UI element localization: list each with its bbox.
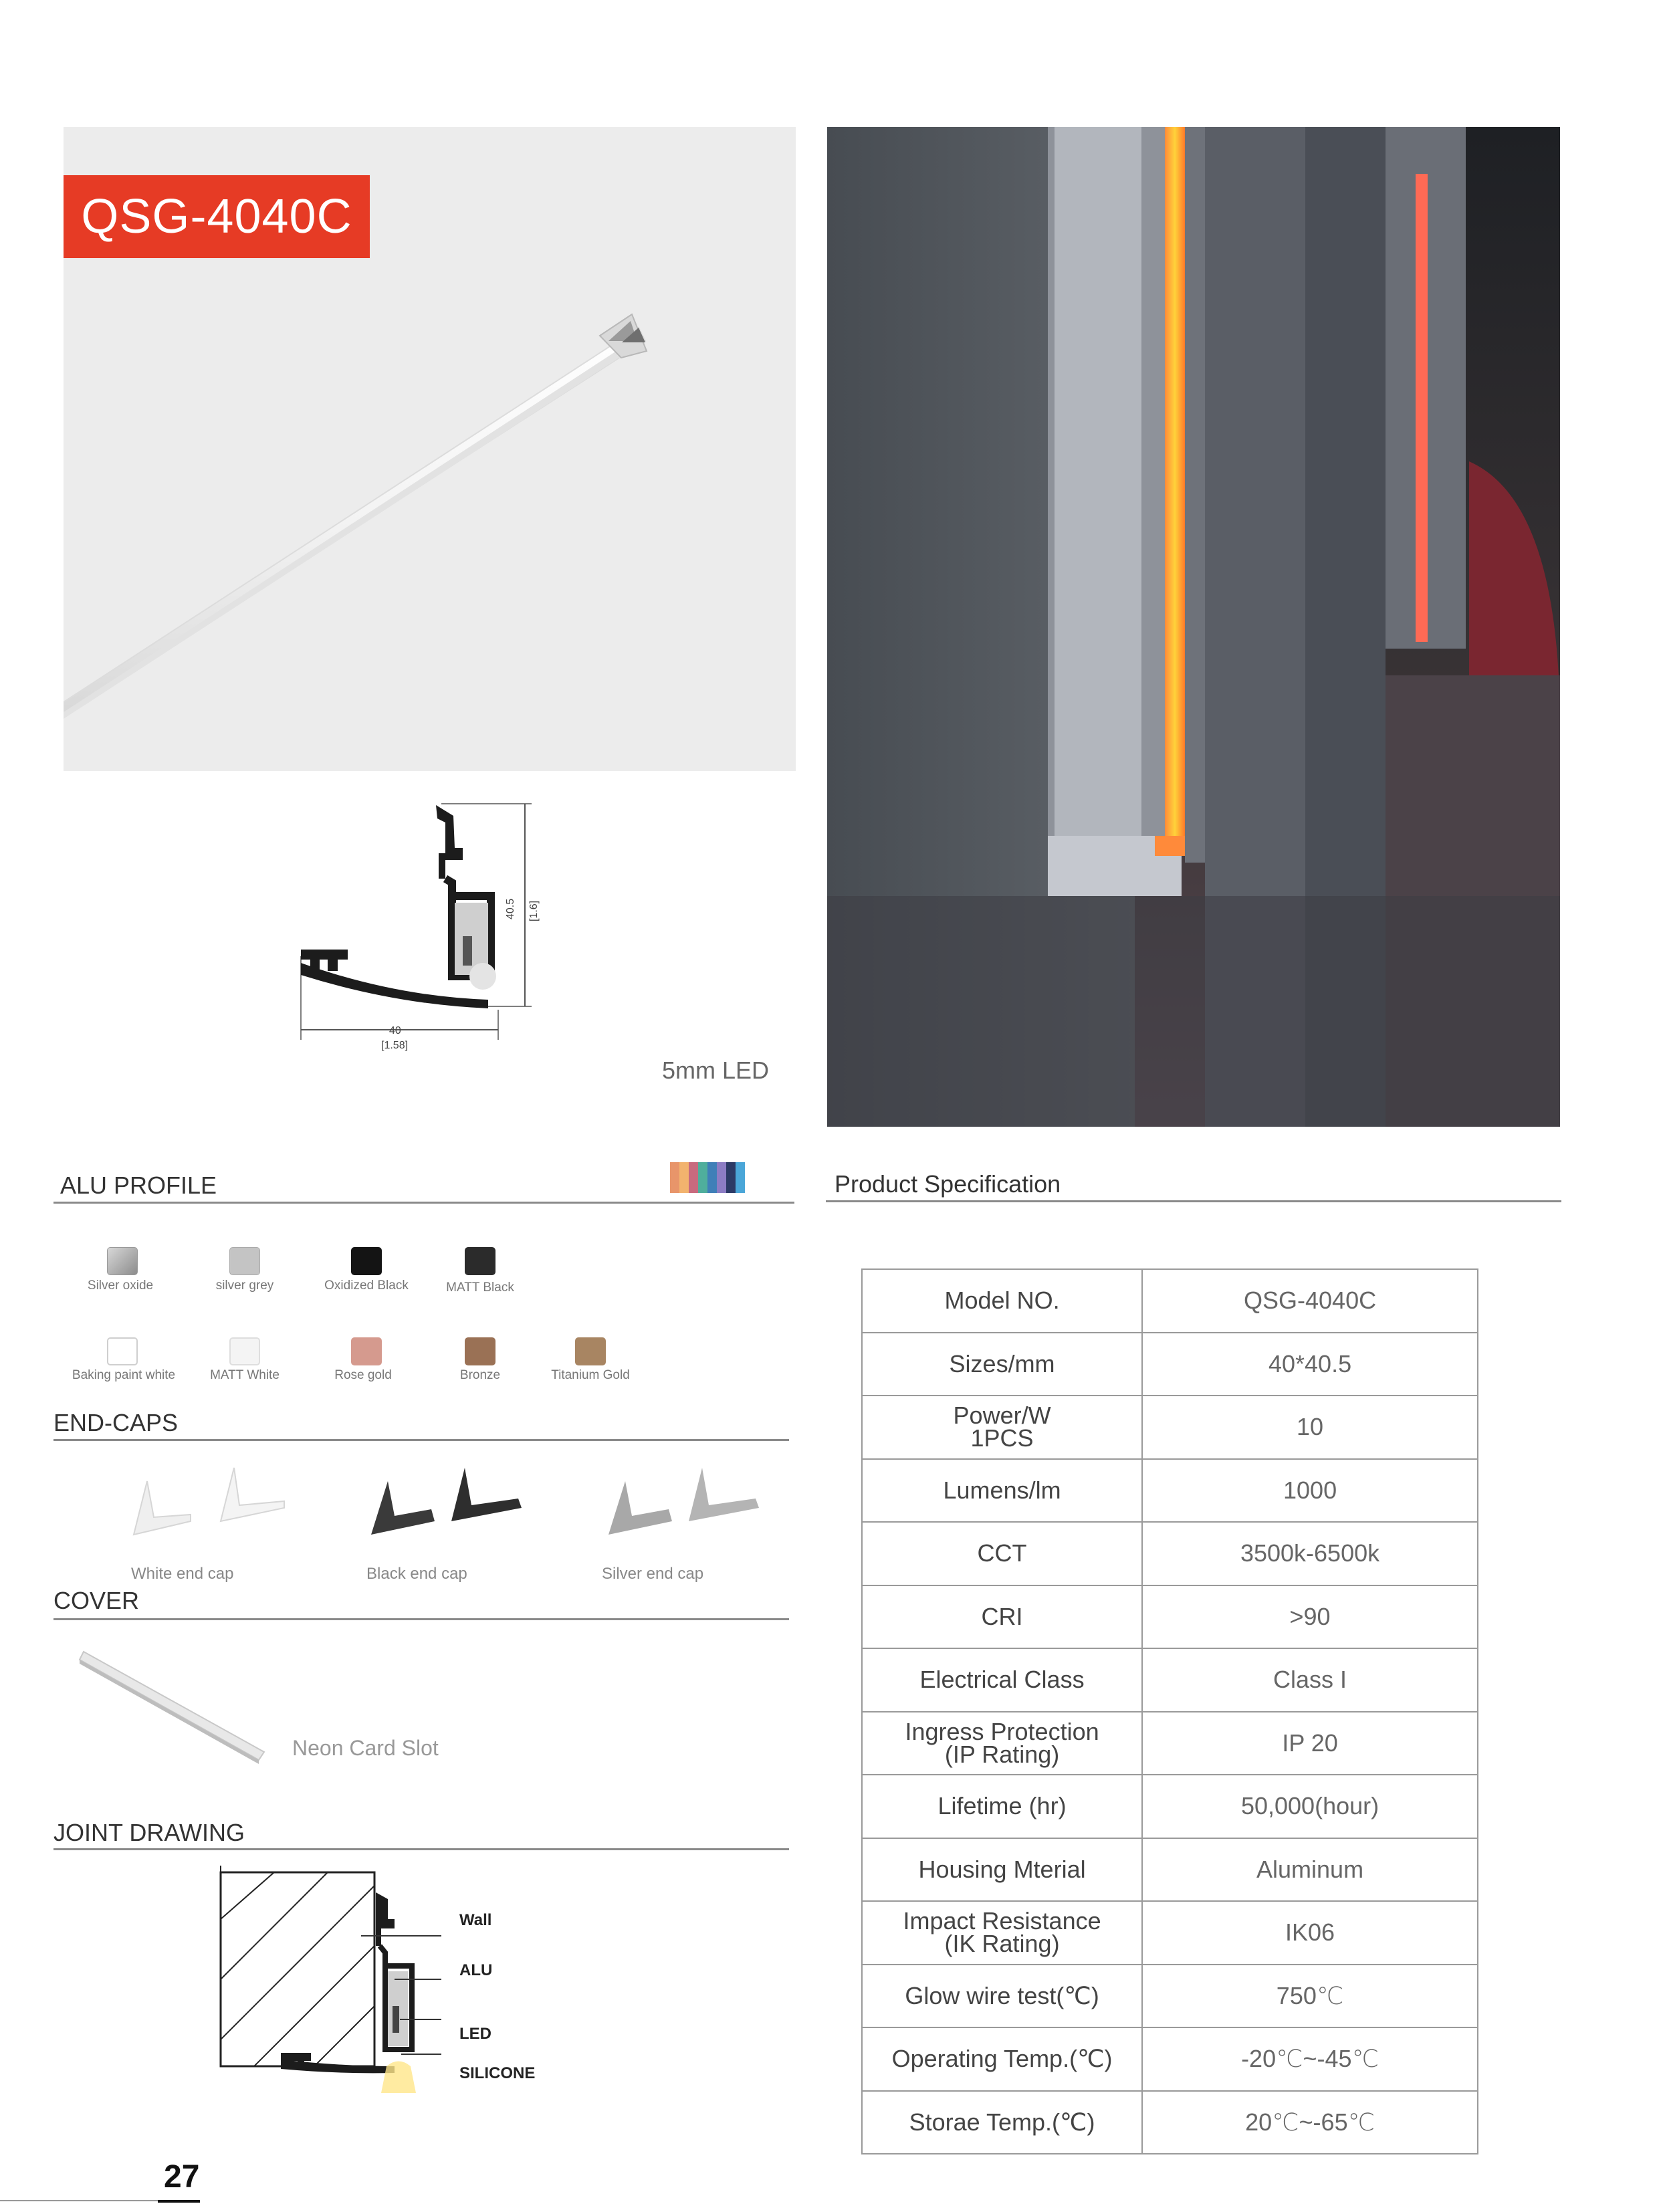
spec-row <box>862 1712 1478 1775</box>
led-size-note: 5mm LED <box>662 1057 770 1084</box>
divider <box>53 1848 789 1850</box>
swatch-bronze <box>465 1337 495 1365</box>
spec-value: Aluminum <box>1142 1838 1478 1902</box>
height-dimension-in: [1.6] <box>528 900 540 921</box>
cover-label: Neon Card Slot <box>292 1736 439 1760</box>
spec-row <box>862 1269 1478 1333</box>
spec-table <box>861 1268 1478 2154</box>
page-number-underline <box>158 2200 200 2203</box>
swatch-label: silver grey <box>215 1279 274 1293</box>
black-end-cap-label: Black end cap <box>366 1565 467 1583</box>
divider <box>53 1618 789 1620</box>
swatch-matt-white <box>229 1337 260 1365</box>
spec-key: Operating Temp.(℃) <box>862 2027 1142 2091</box>
spec-key: Model NO. <box>862 1269 1142 1333</box>
profile-rod-illustration <box>64 127 796 771</box>
spec-key: Electrical Class <box>862 1648 1142 1712</box>
joint-drawing-title: JOINT DRAWING <box>53 1819 245 1846</box>
spec-row <box>862 1459 1478 1523</box>
spec-value: >90 <box>1142 1585 1478 1649</box>
swatch-color <box>229 1247 260 1275</box>
installation-photo <box>827 127 1560 1127</box>
spec-row <box>862 1333 1478 1396</box>
spec-value: 10 <box>1142 1396 1478 1459</box>
silver-end-cap-label: Silver end cap <box>602 1565 704 1583</box>
spec-value: 750℃ <box>1142 1965 1478 2028</box>
cover-title: COVER <box>53 1587 140 1614</box>
spec-row <box>862 2027 1478 2091</box>
spec-value: 20℃~-65℃ <box>1142 2091 1478 2154</box>
spec-key: Storae Temp.(℃) <box>862 2091 1142 2154</box>
divider <box>53 1202 794 1204</box>
spec-key: Glow wire test(℃) <box>862 1965 1142 2028</box>
palette-chip <box>698 1162 707 1193</box>
joint-label-silicone: SILICONE <box>459 2064 536 2082</box>
swatch-color <box>351 1247 382 1275</box>
spec-value: IP 20 <box>1142 1712 1478 1775</box>
swatch-matt-black <box>465 1247 495 1275</box>
spec-row <box>862 1838 1478 1902</box>
spec-row <box>862 1901 1478 1965</box>
joint-label-led: LED <box>459 2025 491 2043</box>
installation-scene <box>827 127 1560 1127</box>
swatch-label: Oxidized Black <box>324 1279 409 1293</box>
swatch-color <box>465 1337 495 1365</box>
palette-chip <box>670 1162 679 1193</box>
swatch-oxidized-black <box>351 1247 382 1275</box>
cover-strip-image <box>77 1645 271 1765</box>
spec-key: Ingress Protection (IP Rating) <box>862 1712 1142 1775</box>
width-dimension-in: [1.58] <box>381 1040 409 1051</box>
swatch-silver-grey <box>229 1247 260 1275</box>
spec-value: 3500k-6500k <box>1142 1522 1478 1585</box>
spec-key: Lifetime (hr) <box>862 1775 1142 1838</box>
swatch-titanium-gold <box>575 1337 606 1365</box>
palette-chip <box>689 1162 698 1193</box>
swatch-label: Silver oxide <box>87 1279 154 1293</box>
page-number: 27 <box>164 2159 200 2195</box>
spec-value: QSG-4040C <box>1142 1269 1478 1333</box>
swatch-color <box>465 1247 495 1275</box>
spec-value: 40*40.5 <box>1142 1333 1478 1396</box>
spec-key: Housing Mterial <box>862 1838 1142 1902</box>
palette-chip <box>717 1162 726 1193</box>
black-end-cap-image <box>364 1461 532 1541</box>
spec-row <box>862 1775 1478 1838</box>
model-badge: QSG-4040C <box>64 175 370 258</box>
spec-key: Sizes/mm <box>862 1333 1142 1396</box>
white-end-cap-label: White end cap <box>131 1565 234 1583</box>
white-end-cap-image <box>127 1461 294 1541</box>
swatch-label: MATT White <box>210 1368 280 1382</box>
swatch-color <box>575 1337 606 1365</box>
spec-row <box>862 1965 1478 2028</box>
swatch-label: Baking paint white <box>72 1368 176 1382</box>
palette-chip <box>679 1162 689 1193</box>
spec-key: CCT <box>862 1522 1142 1585</box>
joint-label-wall: Wall <box>459 1911 492 1929</box>
swatch-color <box>107 1247 138 1275</box>
footer-rule <box>0 2200 158 2201</box>
swatch-rose-gold <box>351 1337 382 1365</box>
spec-key: Power/W 1PCS <box>862 1396 1142 1459</box>
swatch-color <box>229 1337 260 1365</box>
divider <box>826 1200 1561 1202</box>
height-dimension-mm: 40.5 <box>505 898 516 919</box>
cross-section-drawing <box>288 796 555 1063</box>
palette-chip <box>726 1162 736 1193</box>
swatch-baking-paint-white <box>107 1337 138 1365</box>
spec-value: -20℃~-45℃ <box>1142 2027 1478 2091</box>
swatch-label: Rose gold <box>334 1368 392 1382</box>
spec-key: Lumens/lm <box>862 1459 1142 1523</box>
spec-row <box>862 1396 1478 1459</box>
joint-label-alu: ALU <box>459 1961 493 1979</box>
color-palette-strip <box>670 1162 745 1193</box>
swatch-label: Titanium Gold <box>551 1368 630 1382</box>
product-hero-image <box>64 127 796 771</box>
spec-title: Product Specification <box>835 1170 1061 1198</box>
swatch-color <box>107 1337 138 1365</box>
silver-end-cap-image <box>602 1461 769 1541</box>
palette-chip <box>736 1162 745 1193</box>
spec-row <box>862 1585 1478 1649</box>
end-caps-title: END-CAPS <box>53 1409 179 1436</box>
swatch-label: Bronze <box>459 1368 501 1382</box>
spec-value: Class I <box>1142 1648 1478 1712</box>
swatch-color <box>351 1337 382 1365</box>
spec-row <box>862 2091 1478 2154</box>
spec-row <box>862 1522 1478 1585</box>
spec-value: 50,000(hour) <box>1142 1775 1478 1838</box>
spec-key: CRI <box>862 1585 1142 1649</box>
swatch-label: MATT Black <box>446 1281 514 1295</box>
spec-key: Impact Resistance (IK Rating) <box>862 1901 1142 1965</box>
palette-chip <box>707 1162 717 1193</box>
width-dimension-mm: 40 <box>389 1025 401 1036</box>
spec-table-body <box>862 1269 1478 2154</box>
alu-profile-title: ALU PROFILE <box>60 1172 217 1199</box>
spec-row <box>862 1648 1478 1712</box>
joint-drawing <box>201 1859 468 2126</box>
divider <box>53 1439 789 1441</box>
spec-value: 1000 <box>1142 1459 1478 1523</box>
spec-value: IK06 <box>1142 1901 1478 1965</box>
swatch-silver-oxide <box>107 1247 138 1275</box>
